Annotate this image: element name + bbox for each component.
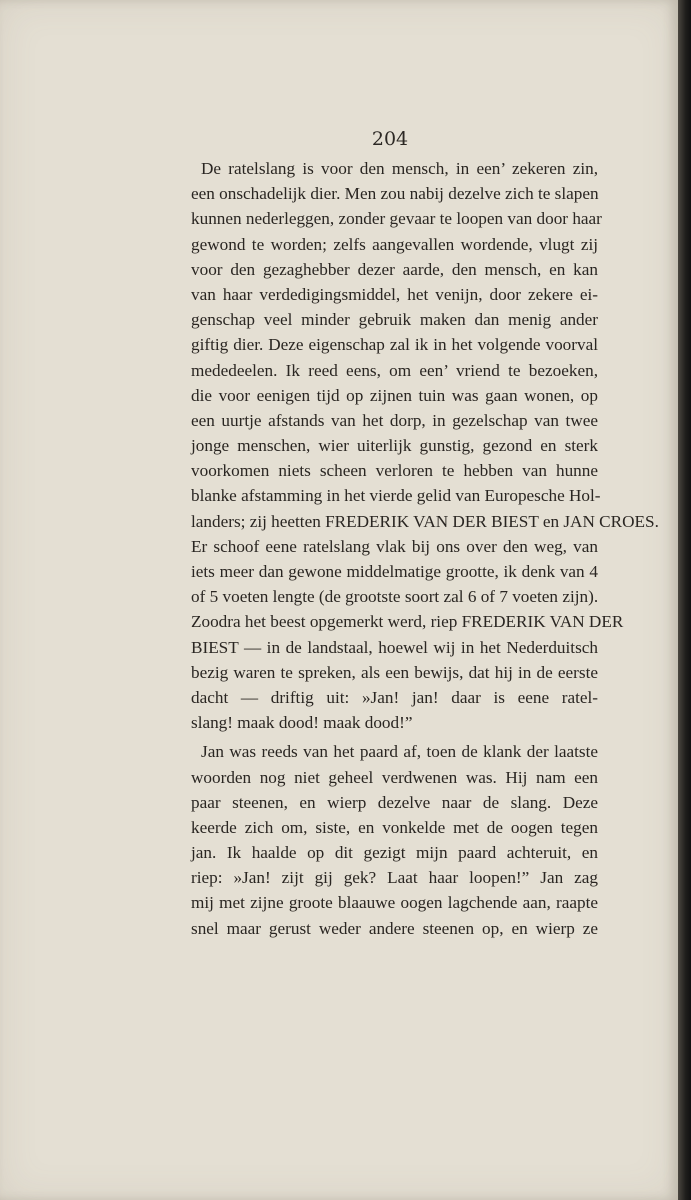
text-line: voor den gezaghebber dezer aarde, den mensch, en kan [191, 259, 598, 279]
text-line: een uurtje afstands van het dorp, in gezelschap van twee [191, 410, 598, 430]
page-number: 204 [371, 128, 409, 150]
text-line: jonge menschen, wier uiterlijk gunstig, gezond en sterk [191, 436, 598, 456]
text-line: Er schoof eene ratelslang vlak bij ons over den weg, van [191, 536, 598, 556]
text-line: een onschadelijk dier. Men zou nabij dezelve zich te slapen [191, 184, 599, 204]
text-line: landers; zij heetten FREDERIK VAN DER BIEST en JAN CROES. [191, 511, 659, 531]
text-line: riep: »Jan! zijt gij gek? Laat haar loopen!” Jan zag [191, 868, 598, 888]
text-line: mij met zijne groote blaauwe oogen lagchende aan, raapte [191, 893, 598, 913]
text-line: BIEST — in de landstaal, hoewel wij in het Nederduitsch [191, 637, 598, 657]
text-block [191, 156, 659, 941]
text-line: jan. Ik haalde op dit gezigt mijn paard achteruit, en [191, 843, 598, 863]
text-line: giftig dier. Deze eigenschap zal ik in het volgende voorval [191, 335, 598, 355]
text-line: of 5 voeten lengte (de grootste soort zal 6 of 7 voeten zijn). [191, 587, 599, 607]
text-line: De ratelslang is voor den mensch, in een’ zekeren zin, [201, 159, 598, 178]
text-line: Jan was reeds van het paard af, toen de klank der laatste [201, 742, 598, 762]
text-line: paar steenen, en wierp dezelve naar de slang. Deze [191, 792, 598, 812]
text-line: die voor eenigen tijd op zijnen tuin was gaan wonen, op [191, 385, 598, 405]
text-line: slang! maak dood! maak dood!” [191, 713, 413, 733]
book-spine-edge [678, 0, 691, 1200]
text-line: Zoodra het beest opgemerkt werd, riep FREDERIK VAN DER [191, 612, 624, 632]
text-line: bezig waren te spreken, als een bewijs, dat hij in de eerste [191, 662, 598, 682]
text-line: genschap veel minder gebruik maken dan menig ander [191, 310, 598, 330]
text-line: mededeelen. Ik reed eens, om een’ vriend te bezoeken, [191, 360, 598, 380]
text-line: snel maar gerust weder andere steenen op, en wierp ze [191, 918, 598, 938]
text-line: woorden nog niet geheel verdwenen was. Hij nam een [191, 767, 598, 787]
text-line: van haar verdedigingsmiddel, het venijn, door zekere ei- [191, 284, 598, 304]
text-line: iets meer dan gewone middelmatige grootte, ik denk van 4 [191, 562, 598, 581]
text-line: voorkomen niets scheen verloren te hebben van hunne [191, 461, 598, 481]
text-line: dacht — driftig uit: »Jan! jan! daar is eene ratel- [191, 687, 598, 707]
text-line: gewond te worden; zelfs aangevallen wordende, vlugt zij [191, 234, 598, 254]
text-line: kunnen nederleggen, zonder gevaar te loopen van door haar [191, 209, 602, 229]
text-line: blanke afstamming in het vierde gelid van Europesche Hol- [191, 486, 601, 506]
text-line: keerde zich om, siste, en vonkelde met de oogen tegen [191, 817, 598, 837]
